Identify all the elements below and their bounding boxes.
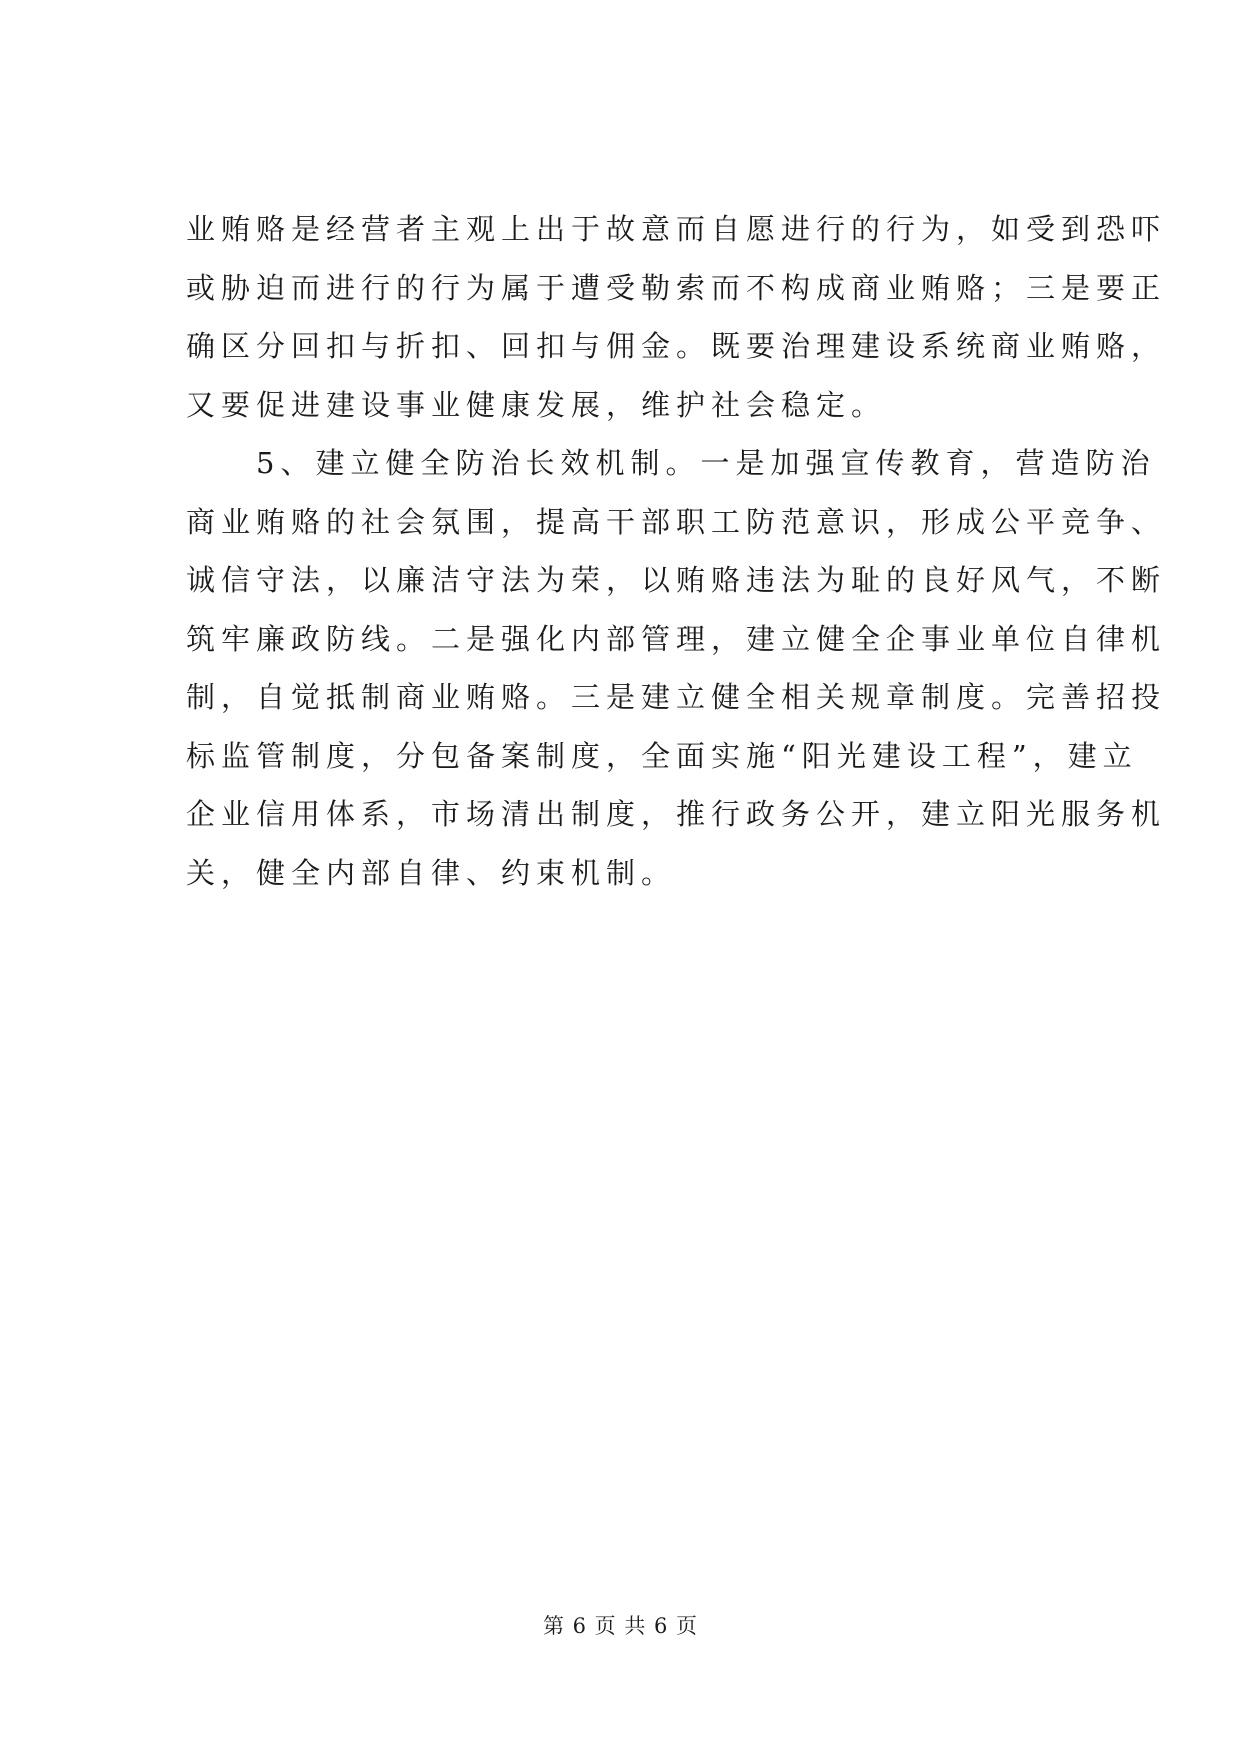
page-number-label: 第 6 页 共 6 页 (542, 1614, 699, 1638)
text-line: 诚信守法，以廉洁守法为荣，以贿赂违法为耻的良好风气，不断 (186, 563, 1167, 597)
text-line: 商业贿赂的社会氛围，提高干部职工防范意识，形成公平竞争、 (186, 504, 1167, 539)
text-line: 筑牢廉政防线。二是强化内部管理，建立健全企事业单位自律机 (186, 621, 1167, 656)
text-line: 制，自觉抵制商业贿赂。三是建立健全相关规章制度。完善招投 (186, 680, 1167, 714)
text-line: 标监管制度，分包备案制度，全面实施“阳光建设工程”，建立 (186, 738, 1138, 773)
paragraph-first-line: 5、建立健全防治长效机制。一是加强宣传教育，营造防治 (186, 446, 1156, 480)
text-line: 业贿赂是经营者主观上出于故意而自愿进行的行为，如受到恐吓 (186, 212, 1167, 246)
text-line: 或胁迫而进行的行为属于遭受勒索而不构成商业贿赂；三是要正 (186, 270, 1167, 305)
page-footer (0, 1610, 1241, 1640)
text-line: 关，健全内部自律、约束机制。 (186, 855, 677, 890)
document-body (186, 200, 1167, 902)
text-line: 又要促进建设事业健康发展，维护社会稳定。 (186, 387, 887, 422)
text-line: 企业信用体系，市场清出制度，推行政务公开，建立阳光服务机 (186, 797, 1167, 831)
text-line: 确区分回扣与折扣、回扣与佣金。既要治理建设系统商业贿赂， (186, 329, 1167, 363)
